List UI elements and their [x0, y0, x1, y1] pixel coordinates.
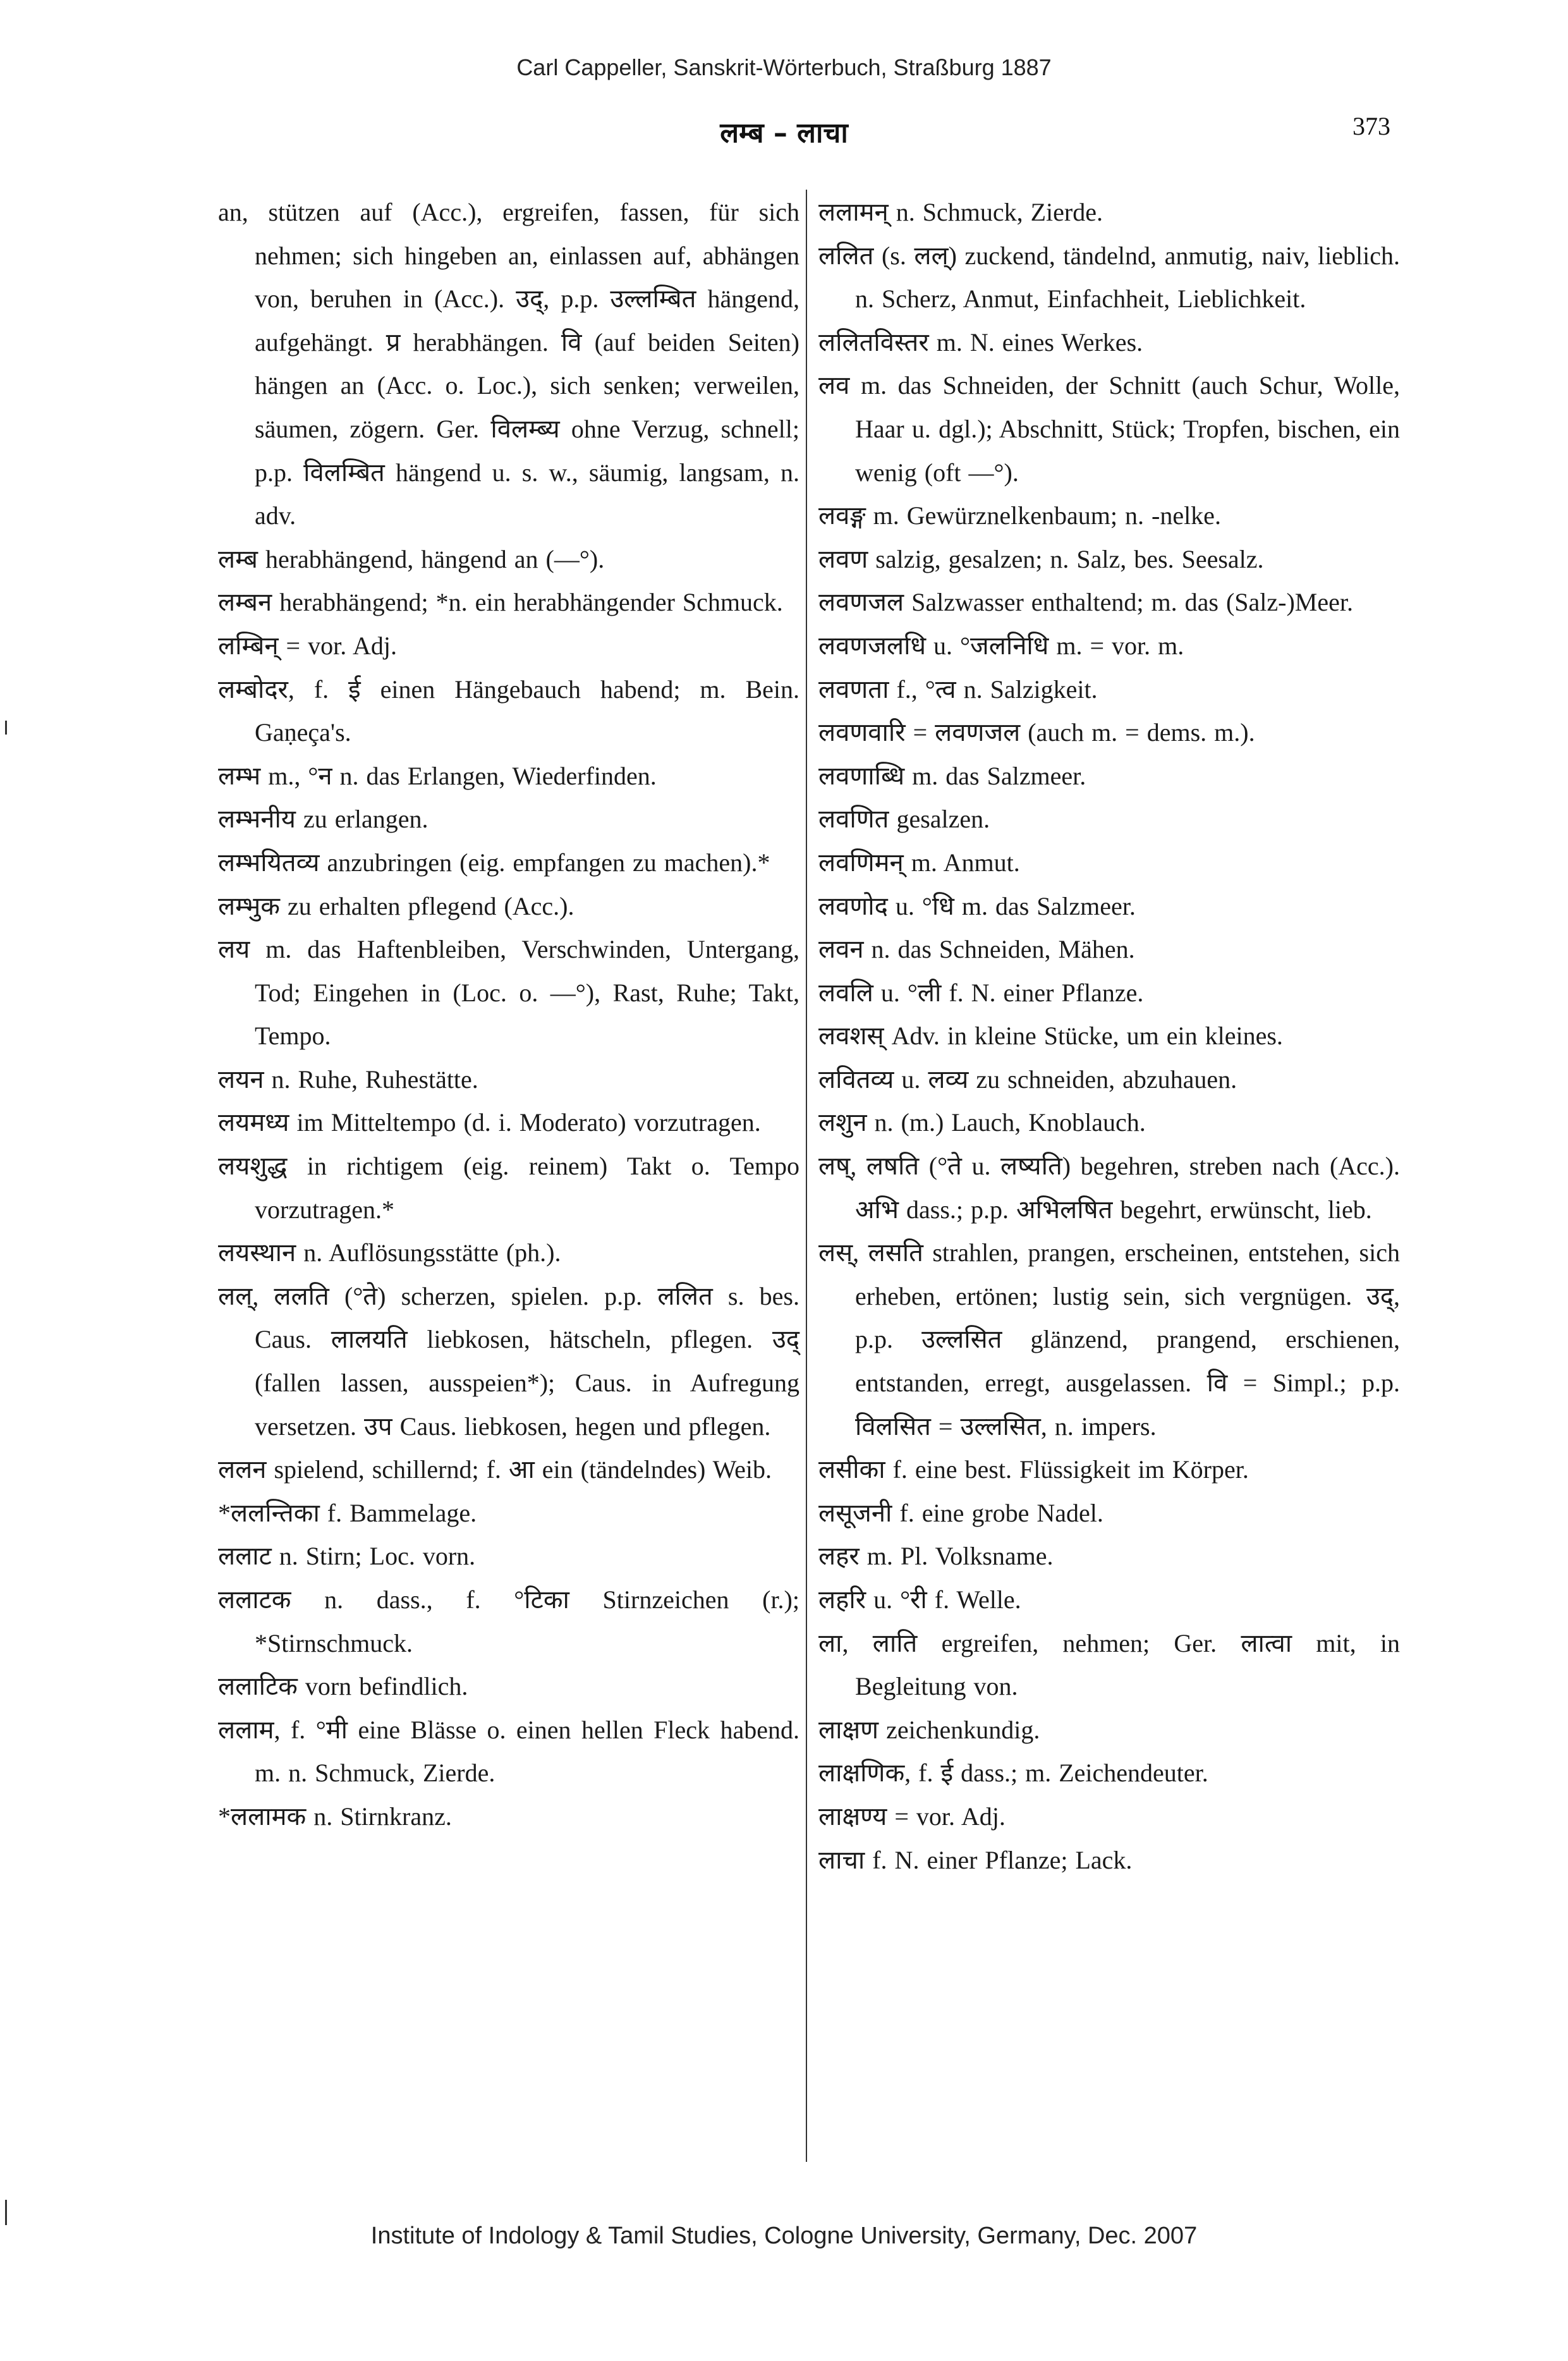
- dictionary-entry: लम्बिन् = vor. Adj.: [218, 631, 397, 660]
- dictionary-entry: लयन n. Ruhe, Ruhestätte.: [218, 1065, 478, 1094]
- dictionary-entry: लसूजनी f. eine grobe Nadel.: [818, 1498, 1103, 1527]
- page-number: 373: [1352, 112, 1390, 140]
- dictionary-entry: लाक्षण zeichenkundig.: [818, 1715, 1040, 1744]
- dictionary-entry: लम्बोदर, f. ई einen Hängebauch habend; m. Bein. Gaṇeça's.: [218, 674, 799, 747]
- dictionary-entry: ललितविस्तर m. N. eines Werkes.: [818, 327, 1143, 357]
- source-header: Carl Cappeller, Sanskrit-Wörterbuch, Straßburg 1887: [516, 54, 1052, 80]
- dictionary-entry: लाचा f. N. einer Pflanze; Lack.: [818, 1845, 1133, 1874]
- dictionary-entry: *ललामक n. Stirnkranz.: [218, 1802, 452, 1831]
- running-head: लम्ब – लाचा: [720, 117, 848, 149]
- dictionary-entry: लयमध्य im Mitteltempo (d. i. Moderato) vorzutragen.: [218, 1108, 761, 1137]
- dictionary-entry: लाक्षण्य = vor. Adj.: [818, 1802, 1006, 1831]
- right-column: [818, 191, 1400, 1882]
- dictionary-entry: लहर m. Pl. Volksname.: [818, 1542, 1054, 1571]
- dictionary-entry: लवणोद u. °धि m. das Salzmeer.: [818, 891, 1136, 920]
- dictionary-entry: लवङ्ग m. Gewürznelkenbaum; n. -nelke.: [818, 501, 1221, 530]
- dictionary-entry: लाक्षणिक, f. ई dass.; m. Zeichendeuter.: [818, 1759, 1208, 1788]
- dictionary-entry: लशुन n. (m.) Lauch, Knoblauch.: [818, 1108, 1146, 1137]
- dictionary-entry: लवितव्य u. लव्य zu schneiden, abzuhauen.: [818, 1065, 1237, 1094]
- margin-mark: [5, 2200, 7, 2225]
- dictionary-entry: लवणित gesalzen.: [818, 805, 990, 834]
- dictionary-entry: ललित (s. लल्) zuckend, tändelnd, anmutig, naiv, lieblich. n. Scherz, Anmut, Einfachheit, Lieblichkeit.: [818, 241, 1400, 314]
- left-column: [218, 191, 799, 1839]
- dictionary-entry: ललाटक n. dass., f. °टिका Stirnzeichen (r.); *Stirnschmuck.: [218, 1585, 799, 1657]
- dictionary-entry: ललाटिक vorn befindlich.: [218, 1672, 468, 1701]
- dictionary-entry: लष्, लषति (°ते u. लष्यति) begehren, streben nach (Acc.). अभि dass.; p.p. अभिलषित begehrt, erwünscht, lieb.: [818, 1152, 1400, 1224]
- dictionary-entry: लवशस् Adv. in kleine Stücke, um ein kleines.: [818, 1022, 1283, 1051]
- dictionary-entry: लम्भनीय zu erlangen.: [218, 805, 428, 834]
- dictionary-entry: an, stützen auf (Acc.), ergreifen, fassen, für sich nehmen; sich hingeben an, einlassen auf, abhängen von, beruhen in (Acc.). उद्, p.p. उल्लम्बित hängend, aufgehängt. प्र herabhängen. वि (auf beiden Seiten) hängen an (Acc. o. Loc.), sich senken; verweilen, säumen, zögern. Ger. विलम्ब्य ohne Verzug, schnell; p.p. विलम्बित hängend u. s. w., säumig, langsam, n. adv.: [218, 198, 799, 530]
- dictionary-entry: लवणता f., °त्व n. Salzigkeit.: [818, 674, 1098, 704]
- dictionary-entry: लम्ब herabhängend, hängend an (—°).: [218, 544, 605, 573]
- dictionary-entry: लवणजलधि u. °जलनिधि m. = vor. m.: [818, 631, 1184, 660]
- dictionary-entry: लवन n. das Schneiden, Mähen.: [818, 935, 1135, 964]
- dictionary-entry: लसीका f. eine best. Flüssigkeit im Körper.: [818, 1455, 1249, 1484]
- dictionary-entry: ललन spielend, schillernd; f. आ ein (tändelndes) Weib.: [218, 1455, 772, 1484]
- dictionary-entry: लवणवारि = लवणजल (auch m. = dems. m.).: [818, 718, 1255, 747]
- dictionary-entry: *ललन्तिका f. Bammelage.: [218, 1498, 477, 1527]
- dictionary-entry: ललाट n. Stirn; Loc. vorn.: [218, 1542, 476, 1571]
- dictionary-entry: लवणिमन् m. Anmut.: [818, 848, 1020, 877]
- dictionary-entry: लहरि u. °री f. Welle.: [818, 1585, 1021, 1614]
- dictionary-entry: लवलि u. °ली f. N. einer Pflanze.: [818, 978, 1144, 1007]
- dictionary-entry: लवणाब्धि m. das Salzmeer.: [818, 761, 1086, 790]
- dictionary-entry: ला, लाति ergreifen, nehmen; Ger. लात्वा mit, in Begleitung von.: [818, 1628, 1400, 1701]
- dictionary-entry: ललाम, f. °मी eine Blässe o. einen hellen Fleck habend. m. n. Schmuck, Zierde.: [218, 1715, 799, 1788]
- column-divider: [806, 190, 807, 2162]
- dictionary-entry: लवण salzig, gesalzen; n. Salz, bes. Seesalz.: [818, 544, 1264, 573]
- dictionary-entry: लयशुद्ध in richtigem (eig. reinem) Takt o. Tempo vorzutragen.*: [218, 1152, 799, 1224]
- dictionary-entry: लम्बन herabhängend; *n. ein herabhängender Schmuck.: [218, 588, 783, 617]
- dictionary-entry: लय m. das Haftenbleiben, Verschwinden, Untergang, Tod; Eingehen in (Loc. o. —°), Rast, Ruhe; Takt, Tempo.: [218, 935, 799, 1051]
- dictionary-entry: ललामन् n. Schmuck, Zierde.: [818, 198, 1103, 226]
- dictionary-entry: लम्भयितव्य anzubringen (eig. empfangen zu machen).*: [218, 848, 770, 877]
- dictionary-entry: लस्, लसति strahlen, prangen, erscheinen, entstehen, sich erheben, ertönen; lustig sein, sich vergnügen. उद्, p.p. उल्लसित glänzend, prangend, erschienen, entstanden, erregt, ausgelassen. वि = Simpl.; p.p. विलसित = उल्लसित, n. impers.: [818, 1238, 1400, 1441]
- dictionary-entry: लवणजल Salzwasser enthaltend; m. das (Salz-)Meer.: [818, 588, 1353, 617]
- dictionary-entry: लल्, ललति (°ते) scherzen, spielen. p.p. ललित s. bes. Caus. लालयति liebkosen, hätscheln, pflegen. उद् (fallen lassen, ausspeien*); Caus. in Aufregung versetzen. उप Caus. liebkosen, hegen und pflegen.: [218, 1281, 799, 1441]
- dictionary-entry: लयस्थान n. Auflösungsstätte (ph.).: [218, 1238, 561, 1267]
- footer-credit: Institute of Indology & Tamil Studies, Cologne University, Germany, Dec. 2007: [370, 2223, 1198, 2249]
- dictionary-entry: लम्भ m., °न n. das Erlangen, Wiederfinden.: [218, 761, 657, 790]
- margin-mark: [5, 721, 7, 735]
- dictionary-entry: लम्भुक zu erhalten pflegend (Acc.).: [218, 891, 574, 920]
- dictionary-entry: लव m. das Schneiden, der Schnitt (auch Schur, Wolle, Haar u. dgl.); Abschnitt, Stück; Tropfen, bischen, ein wenig (oft —°).: [818, 371, 1400, 487]
